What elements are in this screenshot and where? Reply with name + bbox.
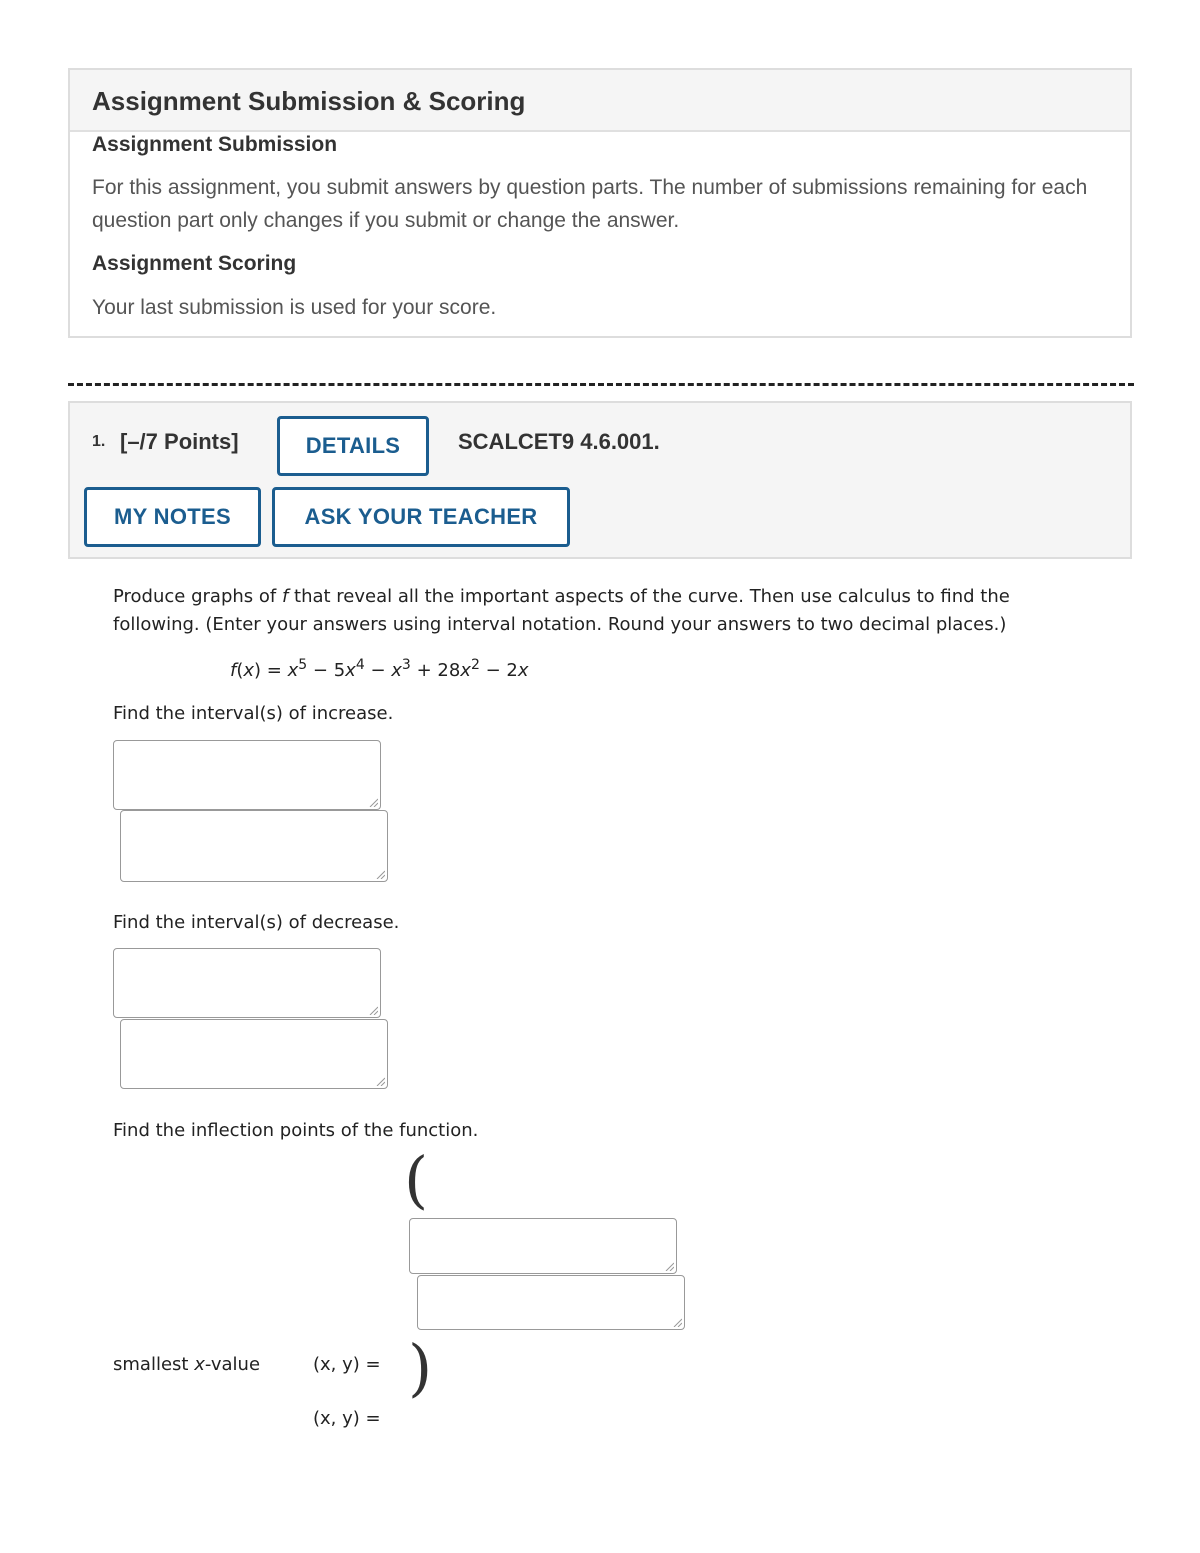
function-formula: $f(x) = x^5 - 5x^4 - x^3 + 28x^2 - 2x$ [230, 657, 529, 681]
prompt-function-var: f [281, 586, 289, 607]
decrease-label: Find the interval(s) of decrease. [113, 912, 400, 933]
resize-grip-icon[interactable] [375, 1076, 385, 1086]
increase-answer-box-1[interactable] [113, 740, 381, 810]
submission-heading: Assignment Submission [92, 133, 338, 156]
my-notes-button[interactable]: MY NOTES [84, 487, 261, 547]
question-number: 1. [92, 433, 106, 450]
xy-equals-label-1: (x, y) = [313, 1354, 381, 1375]
prompt-text-start: Produce graphs of [113, 586, 282, 607]
question-points: [–/7 Points] [120, 429, 239, 454]
question-code: SCALCET9 4.6.001. [458, 429, 660, 454]
decrease-answer-box-2[interactable] [120, 1019, 388, 1089]
resize-grip-icon[interactable] [664, 1261, 674, 1271]
inflection-label: Find the inflection points of the function. [113, 1120, 479, 1141]
ask-your-teacher-button[interactable]: ASK YOUR TEACHER [272, 487, 570, 547]
scoring-heading: Assignment Scoring [92, 252, 297, 275]
scoring-text: Your last submission is used for your score. [92, 296, 497, 319]
question-header [68, 401, 1132, 559]
inflection-answer-box-2[interactable] [417, 1275, 685, 1330]
close-parenthesis: ) [408, 1331, 433, 1404]
dashed-divider [68, 383, 1134, 386]
xy-equals-label-2: (x, y) = [313, 1408, 381, 1429]
smallest-x-value-label: smallest x-value [113, 1354, 261, 1375]
panel-header [70, 70, 1130, 132]
resize-grip-icon[interactable] [375, 869, 385, 879]
decrease-answer-box-1[interactable] [113, 948, 381, 1018]
resize-grip-icon[interactable] [368, 1005, 378, 1015]
increase-answer-box-2[interactable] [120, 810, 388, 882]
resize-grip-icon[interactable] [368, 797, 378, 807]
prompt-text-end: that reveal all the important aspects of the curve. Then use calculus to find the following. (Enter your answers using interval notation. Round your answers to two decimal places.) [113, 586, 1010, 635]
assignment-scoring-panel [68, 68, 1132, 338]
panel-title: Assignment Submission & Scoring [92, 86, 526, 116]
open-parenthesis: ( [404, 1143, 429, 1216]
inflection-answer-box-1[interactable] [409, 1218, 677, 1274]
increase-label: Find the interval(s) of increase. [113, 703, 394, 724]
submission-text: For this assignment, you submit answers by question parts. The number of submissions remaining for each question part only changes if you submit or change the answer. [92, 176, 1088, 232]
resize-grip-icon[interactable] [672, 1317, 682, 1327]
details-button[interactable]: DETAILS [277, 416, 429, 476]
question-prompt [113, 583, 1083, 639]
